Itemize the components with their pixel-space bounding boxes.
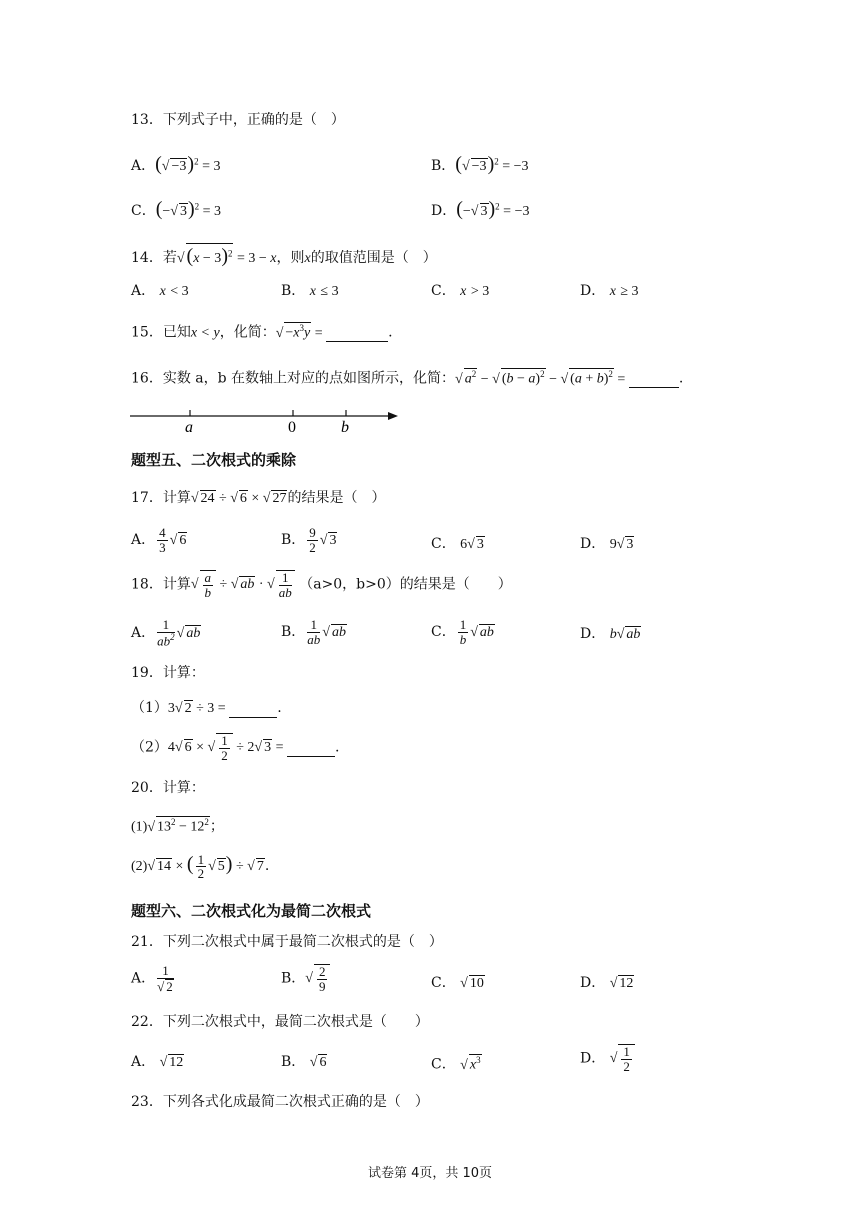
number-line-arrow xyxy=(388,412,398,420)
q19-part-2: （2）4√ 6 × √ $\frac{1}{2}$ ÷ 2√ 3 = . xyxy=(131,733,340,763)
q17-option-c[interactable]: C． 6√ 3 xyxy=(431,536,484,552)
q22-option-c[interactable]: C． √ $x^3$ xyxy=(431,1055,481,1073)
q13-option-d[interactable]: D．(−√ 3)$^2$ = −3 xyxy=(431,198,530,220)
q17-option-a[interactable]: A． $\frac{4}{3}$ √ 6 xyxy=(131,525,187,555)
q13-option-c[interactable]: C．(−√ 3)$^2$ = 3 xyxy=(131,198,222,220)
q17-stem: 17．计算√ 24 ÷ √ 6 × √ 27的结果是（ ） xyxy=(131,490,386,506)
q19-1-answer-blank[interactable] xyxy=(229,700,277,718)
q21-option-b[interactable]: B．√ $\frac{2}{9}$ xyxy=(281,964,330,993)
q19-part-1: （1）3√ 2 ÷ 3 = . xyxy=(131,700,282,716)
q14-option-b[interactable]: B． x ≤ 3 xyxy=(281,283,339,299)
number-line xyxy=(128,404,403,436)
q18-option-d[interactable]: D． b√ ab xyxy=(580,626,641,642)
q18-option-a[interactable]: A． $\frac{1}{ab^2}$ √ ab xyxy=(131,617,201,648)
q21-option-d[interactable]: D． √ 12 xyxy=(580,975,634,991)
q13-option-a[interactable]: A．(√ −3)$^2$ = 3 xyxy=(131,153,221,175)
q21-option-a[interactable]: A． $\frac{1}{√ 2}$ xyxy=(131,963,173,994)
q18-stem: 18．计算√ $\frac{a}{b}$ ÷ √ ab · √ $\frac{1}{ab}$ （a>0，b>0）的结果是（ ） xyxy=(131,570,512,600)
q20-stem: 20．计算： xyxy=(131,780,205,796)
label-zero: 0 xyxy=(288,419,296,436)
q22-option-a[interactable]: A． √ 12 xyxy=(131,1054,184,1070)
page-footer: 试卷第 4页，共 10页 xyxy=(367,1166,493,1181)
q14-option-a[interactable]: A． x < 3 xyxy=(131,283,189,299)
label-b: b xyxy=(341,419,349,436)
q19-2-answer-blank[interactable] xyxy=(287,739,335,757)
q22-stem: 22．下列二次根式中，最简二次根式是（ ） xyxy=(131,1014,429,1030)
q19-stem: 19．计算： xyxy=(131,665,205,681)
q21-stem: 21．下列二次根式中属于最简二次根式的是（ ） xyxy=(131,934,443,950)
q16-stem: 16．实数 a，b 在数轴上对应的点如图所示，化简：√ $a^2$ − √ $(b - a)^2$ − √ $(a + b)^2$ = . xyxy=(131,369,684,387)
q17-option-b[interactable]: B． $\frac{9}{2}$ √ 3 xyxy=(281,525,337,555)
q14-option-c[interactable]: C． x > 3 xyxy=(431,283,490,299)
q22-option-d[interactable]: D． √ $\frac{1}{2}$ xyxy=(580,1044,635,1073)
q16-answer-blank[interactable] xyxy=(629,371,679,389)
q22-option-b[interactable]: B． √ 6 xyxy=(281,1054,327,1070)
q20-part-2: (2)√ 14 × ( $\frac{1}{2}$ √ 5) ÷ √ 7. xyxy=(131,851,270,882)
q15-answer-blank[interactable] xyxy=(326,325,388,343)
q13-stem: 13．下列式子中，正确的是（ ） xyxy=(131,112,345,128)
q14-option-d[interactable]: D． x ≥ 3 xyxy=(580,283,639,299)
section-5-heading: 题型五、二次根式的乘除 xyxy=(131,451,297,469)
q17-option-d[interactable]: D． 9√ 3 xyxy=(580,536,634,552)
q20-part-1: (1)√ $13^2 - 12^2$； xyxy=(131,817,224,835)
q15-stem: 15．已知x < y，化简：√ $-x^3y$ = . xyxy=(131,323,393,341)
label-a: a xyxy=(185,419,193,436)
q18-option-b[interactable]: B． $\frac{1}{ab}$ √ ab xyxy=(281,617,346,647)
q18-option-c[interactable]: C． $\frac{1}{b}$ √ ab xyxy=(431,617,494,647)
q14-stem: 14．若√ $(x - 3)^2 = 3 - x$，则x的取值范围是（ ） xyxy=(131,245,437,267)
q23-stem: 23．下列各式化成最简二次根式正确的是（ ） xyxy=(131,1094,429,1110)
q13-option-b[interactable]: B．(√ −3)$^2$ = −3 xyxy=(431,153,529,175)
q21-option-c[interactable]: C． √ 10 xyxy=(431,975,484,991)
section-6-heading: 题型六、二次根式化为最简二次根式 xyxy=(131,902,372,920)
